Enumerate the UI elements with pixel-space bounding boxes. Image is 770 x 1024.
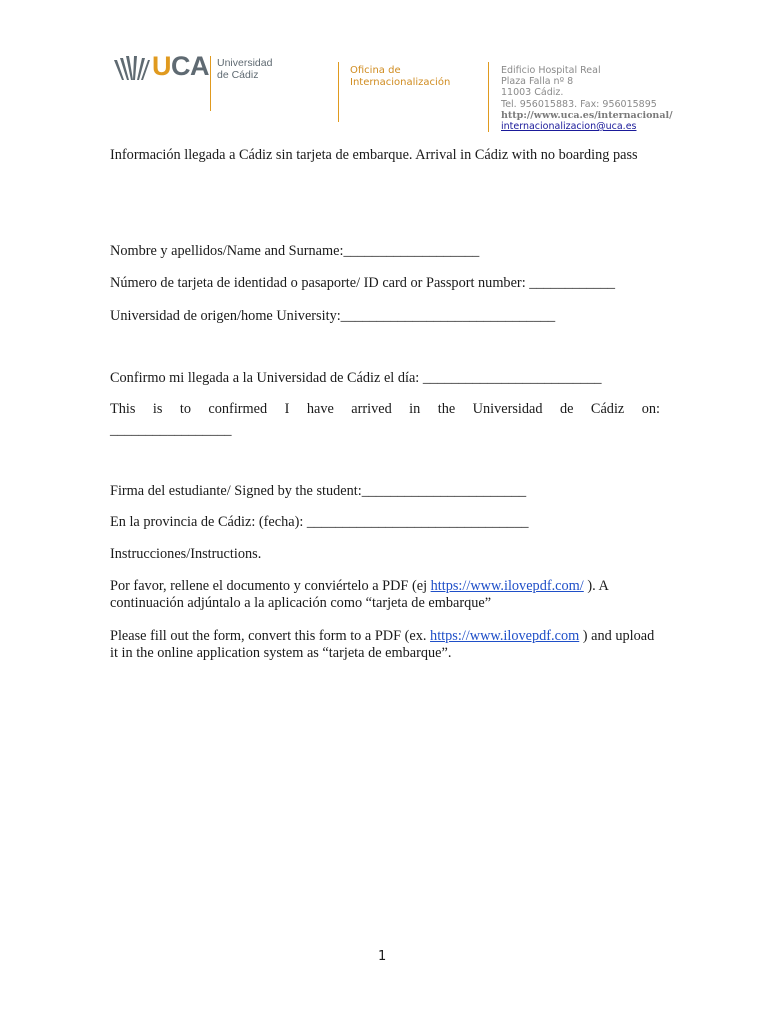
province-date-field: En la provincia de Cádiz: (fecha): _______________________________: [110, 514, 529, 530]
page-number: 1: [378, 949, 387, 964]
confirm-arrival-en-blank: _________________: [110, 422, 232, 438]
uca-wordmark: UCA: [152, 51, 209, 81]
uca-emblem-icon: [112, 54, 150, 84]
uca-logo: [112, 50, 282, 90]
document-title: Información llegada a Cádiz sin tarjeta de embarque. Arrival in Cádiz with no boarding pass: [110, 147, 638, 163]
instructions-es: Por favor, rellene el documento y conviértelo a PDF (ej https://www.ilovepdf.com/ ). A continuación adjúntalo a la aplicación como “tarjeta de embarque”: [110, 578, 609, 611]
signature-field: Firma del estudiante/ Signed by the student:_______________________: [110, 483, 527, 499]
id-field: Número de tarjeta de identidad o pasaporte/ ID card or Passport number: ____________: [110, 275, 616, 291]
ilovepdf-link-es[interactable]: https://www.ilovepdf.com/: [430, 578, 584, 594]
logo-divider: [210, 56, 211, 111]
university-name: Universidad de Cádiz: [217, 57, 273, 81]
confirm-arrival-en: This is to confirmed I have arrived in the Universidad de Cádiz on:: [110, 401, 660, 417]
office-name: Oficina de Internacionalización: [350, 65, 451, 88]
name-field: Nombre y apellidos/Name and Surname:___________________: [110, 243, 480, 259]
instructions-en: Please fill out the form, convert this form to a PDF (ex. https://www.ilovepdf.com ) and upload it in the online application system as “tarjeta de embarque”.: [110, 628, 655, 661]
ilovepdf-link-en[interactable]: https://www.ilovepdf.com: [430, 628, 580, 644]
confirm-arrival-es: Confirmo mi llegada a la Universidad de Cádiz el día: _________________________: [110, 370, 602, 386]
website-link[interactable]: http://www.uca.es/internacional/: [501, 109, 673, 121]
office-divider: [338, 62, 339, 122]
instructions-heading: Instrucciones/Instructions.: [110, 546, 262, 562]
university-field: Universidad de origen/home University:______________________________: [110, 308, 556, 324]
address-divider: [488, 62, 489, 132]
email-link[interactable]: internacionalizacion@uca.es: [501, 121, 637, 133]
office-address: Edificio Hospital Real Plaza Falla nº 8 11003 Cádiz. Tel. 956015883. Fax: 956015895 http://www.uca.es/internacional/ internacionalizacion@uca.es: [501, 65, 673, 133]
